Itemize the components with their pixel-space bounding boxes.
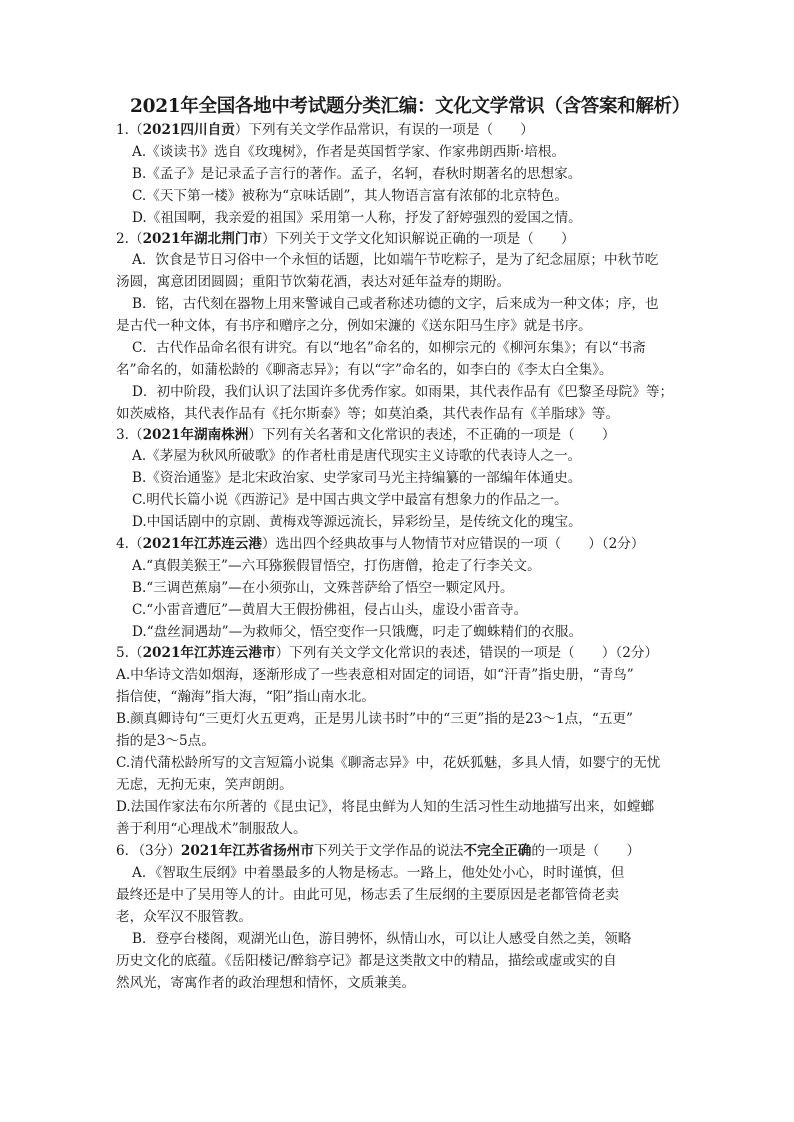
question-source: 2021年湖北荆门市	[142, 231, 262, 247]
question-3-option-b: B.《资治通鉴》是北宋政治家、史学家司马光主持编纂的一部编年体通史。	[132, 470, 582, 486]
question-1-option-c: C.《天下第一楼》被称为“京味话剧”，其人物语言富有浓郁的北京特色。	[132, 188, 568, 204]
question-5-option-c: C.清代蒲松龄所写的文言短篇小说集《聊斋志异》中，花妖狐魅，多具人情，如婴宁的无忧	[116, 755, 661, 771]
question-source: 2021年江苏省扬州市	[180, 843, 314, 859]
question-6-stem: 6．（3分）2021年江苏省扬州市下列关于文学作品的说法不完全正确的一项是（ ）	[116, 843, 641, 859]
question-6-option-a-cont: 老，众军汉不服管教。	[116, 909, 252, 925]
question-2-option-c-cont: 名”命名的，如蒲松龄的《聊斋志异》；有以“字”命名的，如李白的《李太白全集》。	[116, 362, 613, 378]
question-5-option-d-cont: 善于利用“心理战术”制服敌人。	[116, 821, 307, 837]
question-2-option-d-cont: 如茨威格，其代表作品有《托尔斯泰》等；如莫泊桑，其代表作品有《羊脂球》等。	[116, 406, 619, 422]
question-source: 2021年江苏连云港市	[142, 645, 276, 661]
question-3-option-d: D.中国话剧中的京剧、黄梅戏等源远流长，异彩纷呈，是传统文化的瑰宝。	[132, 514, 582, 530]
question-2-option-c: C．古代作品命名很有讲究。有以“地名”命名的，如柳宗元的《柳河东集》；有以“书斋	[132, 340, 646, 356]
question-source: 2021年湖南株洲	[142, 427, 249, 443]
question-5-stem: 5.（2021年江苏连云港市）下列有关文学文化常识的表述，错误的一项是（ ）（2分）	[116, 645, 659, 661]
question-2-option-b-cont: 是古代一种文体，有书序和赠序之分，例如宋濂的《送东阳马生序》就是书序。	[116, 318, 592, 334]
question-4-option-b: B.“三调芭蕉扇”—在小须弥山，文殊菩萨给了悟空一颗定风丹。	[132, 580, 514, 596]
page-title: 2021年全国各地中考试题分类汇编：文化文学常识（含答案和解析）	[130, 96, 690, 117]
question-5-option-b-cont: 指的是3～5点。	[116, 733, 215, 749]
question-2-option-d: D．初中阶段，我们认识了法国许多优秀作家。如雨果，其代表作品有《巴黎圣母院》等；	[132, 384, 674, 400]
question-1-option-b: B.《孟子》是记录孟子言行的著作。孟子，名轲，春秋时期著名的思想家。	[132, 166, 582, 182]
emphasis-text: 不完全正确	[463, 843, 532, 859]
question-5-option-c-cont: 无虑，无拘无束，笑声朗朗。	[116, 777, 293, 793]
question-4-option-c: C.“小雷音遭厄”—黄眉大王假扮佛祖，侵占山头，虚设小雷音寺。	[132, 602, 528, 618]
question-2-stem: 2.（2021年湖北荆门市）下列关于文学文化知识解说正确的一项是（ ）	[116, 231, 575, 247]
question-3-stem: 3.（2021年湖南株洲）下列有关名著和文化常识的表述，不正确的一项是（ ）	[116, 427, 616, 443]
question-1-option-d: D.《祖国啊，我亲爱的祖国》采用第一人称，抒发了舒婷强烈的爱国之情。	[132, 210, 582, 226]
question-3-option-c: C.明代长篇小说《西游记》是中国古典文学中最富有想象力的作品之一。	[132, 492, 568, 508]
question-1-option-a: A.《谈读书》选自《玫瑰树》，作者是英国哲学家、作家弗朗西斯·培根。	[132, 144, 566, 160]
question-6-option-b-cont: 然风光，寄寓作者的政治理想和情怀，文质兼美。	[116, 975, 416, 991]
question-2-option-b: B．铭，古代刻在器物上用来警诫自己或者称述功德的文字，后来成为一种文体；序，也	[132, 296, 659, 312]
question-4-stem: 4.（2021年江苏连云港）选出四个经典故事与人物情节对应错误的一项（ ）（2分）	[116, 536, 645, 552]
question-5-option-a-cont: 指信使，“瀚海”指大海，“阳”指山南水北。	[116, 689, 375, 705]
question-6-option-a-cont: 最终还是中了吴用等人的计。由此可见，杨志丢了生辰纲的主要原因是老都管倚老卖	[116, 887, 619, 903]
question-5-option-b: B.颜真卿诗句“三更灯火五更鸡，正是男儿读书时”中的“三更”指的是23～1点，“五更”	[116, 711, 633, 727]
question-source: 2021年江苏连云港	[142, 536, 262, 552]
question-5-option-a: A.中华诗文浩如烟海，逐渐形成了一些表意相对固定的词语，如“汗青”指史册，“青鸟”	[116, 667, 634, 683]
question-2-option-a: A．饮食是节日习俗中一个永恒的话题，比如端午节吃粽子，是为了纪念屈原；中秋节吃	[132, 252, 659, 268]
question-4-option-d: D.“盘丝洞遇劫”—为救师父，悟空变作一只饿鹰，叼走了蜘蛛精们的衣服。	[132, 624, 583, 640]
question-5-option-d: D.法国作家法布尔所著的《昆虫记》，将昆虫鲜为人知的生活习性生动地描写出来，如螳螂	[116, 799, 655, 815]
question-4-option-a: A.“真假美猴王”—六耳猕猴假冒悟空，打伤唐僧，抢走了行李关文。	[132, 558, 541, 574]
question-1-stem: 1.（2021四川自贡）下列有关文学作品常识，有误的一项是（ ）	[116, 122, 534, 138]
question-6-option-b-cont: 历史文化的底蕴。《岳阳楼记/醉翁亭记》都是这类散文中的精品，描绘或虚或实的自	[116, 953, 617, 969]
question-2-option-a-cont: 汤圆，寓意团团圆圆；重阳节饮菊花酒，表达对延年益寿的期盼。	[116, 274, 511, 290]
question-source: 2021四川自贡	[142, 122, 235, 138]
question-6-option-b: B．登亭台楼阁，观湖光山色，游目骋怀，纵情山水，可以让人感受自然之美，领略	[132, 931, 632, 947]
question-6-option-a: A．《智取生辰纲》中着墨最多的人物是杨志。一路上，他处处小心，时时谨慎，但	[132, 865, 625, 881]
question-3-option-a: A.《茅屋为秋风所破歌》的作者杜甫是唐代现实主义诗歌的代表诗人之一。	[132, 448, 582, 464]
